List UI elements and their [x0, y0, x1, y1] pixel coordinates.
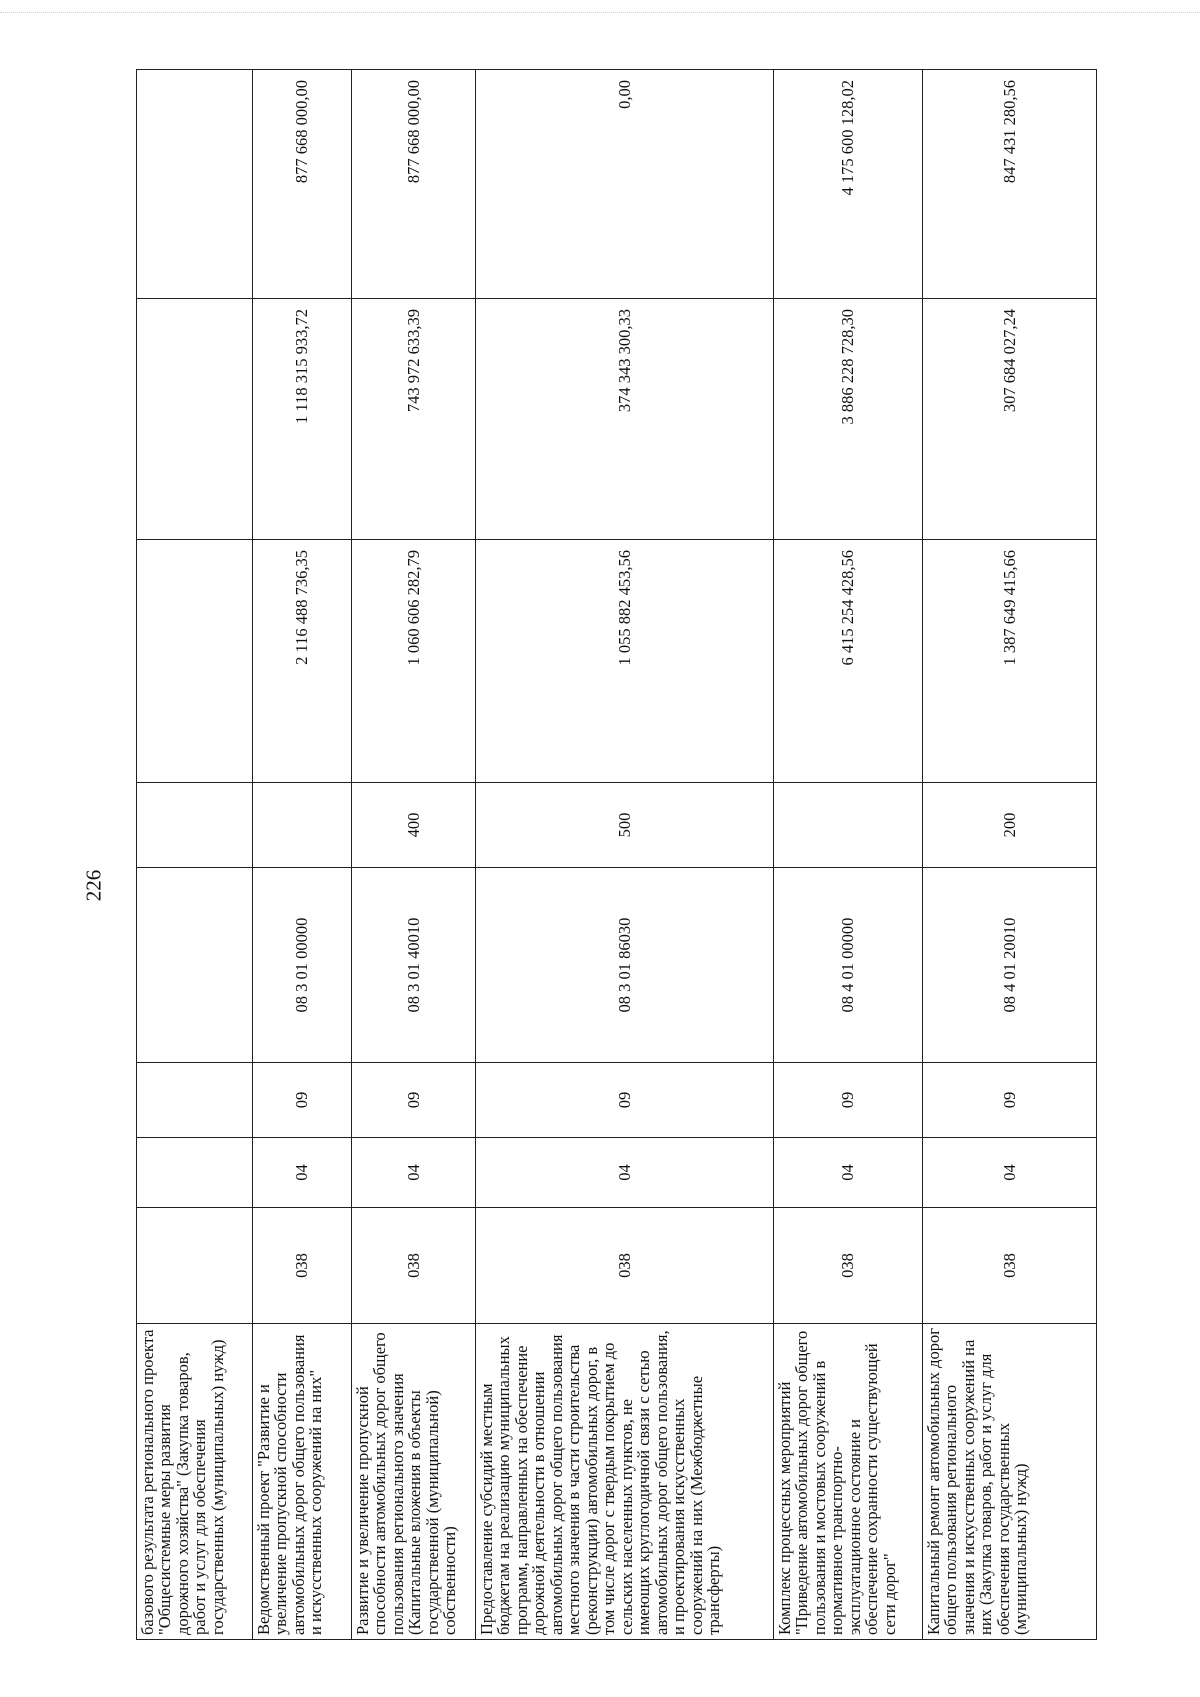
expense-type-cell [253, 783, 352, 868]
rotated-table-container [136, 70, 1096, 1640]
table-row [923, 70, 1097, 1640]
amount-1-cell: 6 415 254 428,56 [774, 540, 923, 783]
ministry-code-cell: 038 [253, 1208, 352, 1324]
subsection-code-cell: 09 [476, 1063, 774, 1138]
amount-1-cell: 1 055 882 453,56 [476, 540, 774, 783]
scan-top-edge [0, 12, 1200, 13]
amount-3-cell: 0,00 [476, 70, 774, 299]
target-article-cell: 08 4 01 00000 [774, 868, 923, 1063]
row-name-cell: Комплекс процессных мероприятий "Приведение автомобильных дорог общего пользования и мостовых сооружений в нормативное транспортно-эксплуатационное состояние и обеспечение сохранности существующей сети дорог" [774, 1324, 923, 1640]
target-article-cell: 08 3 01 40010 [352, 868, 476, 1063]
target-article-cell: 08 3 01 86030 [476, 868, 774, 1063]
row-name-cell: базового результата регионального проекта "Общесистемные меры развития дорожного хозяйства" (Закупка товаров, работ и услуг для обеспечения государственных (муниципальных) нужд) [137, 1324, 253, 1640]
amount-1-cell: 2 116 488 736,35 [253, 540, 352, 783]
section-code-cell: 04 [476, 1138, 774, 1208]
amount-1-cell: 1 060 606 282,79 [352, 540, 476, 783]
expense-type-cell: 500 [476, 783, 774, 868]
section-code-cell: 04 [774, 1138, 923, 1208]
amount-2-cell [137, 299, 253, 540]
amount-3-cell: 877 668 000,00 [352, 70, 476, 299]
section-code-cell: 04 [253, 1138, 352, 1208]
ministry-code-cell: 038 [476, 1208, 774, 1324]
page-number: 226 [81, 869, 106, 902]
target-article-cell: 08 3 01 00000 [253, 868, 352, 1063]
row-name-cell: Развитие и увеличение пропускной способности автомобильных дорог общего пользования регионального значения (Капитальные вложения в объекты государственной (муниципальной) собственности) [352, 1324, 476, 1640]
section-code-cell: 04 [923, 1138, 1097, 1208]
ministry-code-cell: 038 [352, 1208, 476, 1324]
amount-2-cell: 743 972 633,39 [352, 299, 476, 540]
amount-3-cell: 877 668 000,00 [253, 70, 352, 299]
table-row [476, 70, 774, 1640]
subsection-code-cell: 09 [253, 1063, 352, 1138]
amount-1-cell: 1 387 649 415,66 [923, 540, 1097, 783]
expense-type-cell: 400 [352, 783, 476, 868]
amount-2-cell: 1 118 315 933,72 [253, 299, 352, 540]
expense-type-cell: 200 [923, 783, 1097, 868]
subsection-code-cell: 09 [774, 1063, 923, 1138]
expense-type-cell [137, 783, 253, 868]
ministry-code-cell: 038 [774, 1208, 923, 1324]
amount-3-cell [137, 70, 253, 299]
amount-2-cell: 3 886 228 728,30 [774, 299, 923, 540]
table-row [774, 70, 923, 1640]
table-row [253, 70, 352, 1640]
subsection-code-cell: 09 [352, 1063, 476, 1138]
ministry-code-cell [137, 1208, 253, 1324]
row-name-cell: Ведомственный проект "Развитие и увеличение пропускной способности автомобильных дорог общего пользования и искусственных сооружений на них" [253, 1324, 352, 1640]
row-name-cell: Капитальный ремонт автомобильных дорог общего пользования регионального значения и искусственных сооружений на них (Закупка товаров, работ и услуг для обеспечения государственных (муниципальных) нужд) [923, 1324, 1097, 1640]
subsection-code-cell [137, 1063, 253, 1138]
table-row [137, 70, 253, 1640]
subsection-code-cell: 09 [923, 1063, 1097, 1138]
amount-2-cell: 307 684 027,24 [923, 299, 1097, 540]
budget-table [136, 69, 1097, 1640]
ministry-code-cell: 038 [923, 1208, 1097, 1324]
table-row [352, 70, 476, 1640]
expense-type-cell [774, 783, 923, 868]
section-code-cell: 04 [352, 1138, 476, 1208]
section-code-cell [137, 1138, 253, 1208]
target-article-cell [137, 868, 253, 1063]
amount-3-cell: 4 175 600 128,02 [774, 70, 923, 299]
row-name-cell: Предоставление субсидий местным бюджетам на реализацию муниципальных программ, направленных на обеспечение дорожной деятельности в отношении автомобильных дорог общего пользования местного значения в части строительства (реконструкции) автомобильных дорог, в том числе дорог с твердым покрытием до сельских населенных пунктов, не имеющих круглогодичной связи с сетью автомобильных дорог общего пользования, и проектирования искусственных сооружений на них (Межбюджетные трансферты) [476, 1324, 774, 1640]
amount-2-cell: 374 343 300,33 [476, 299, 774, 540]
amount-3-cell: 847 431 280,56 [923, 70, 1097, 299]
amount-1-cell [137, 540, 253, 783]
target-article-cell: 08 4 01 20010 [923, 868, 1097, 1063]
